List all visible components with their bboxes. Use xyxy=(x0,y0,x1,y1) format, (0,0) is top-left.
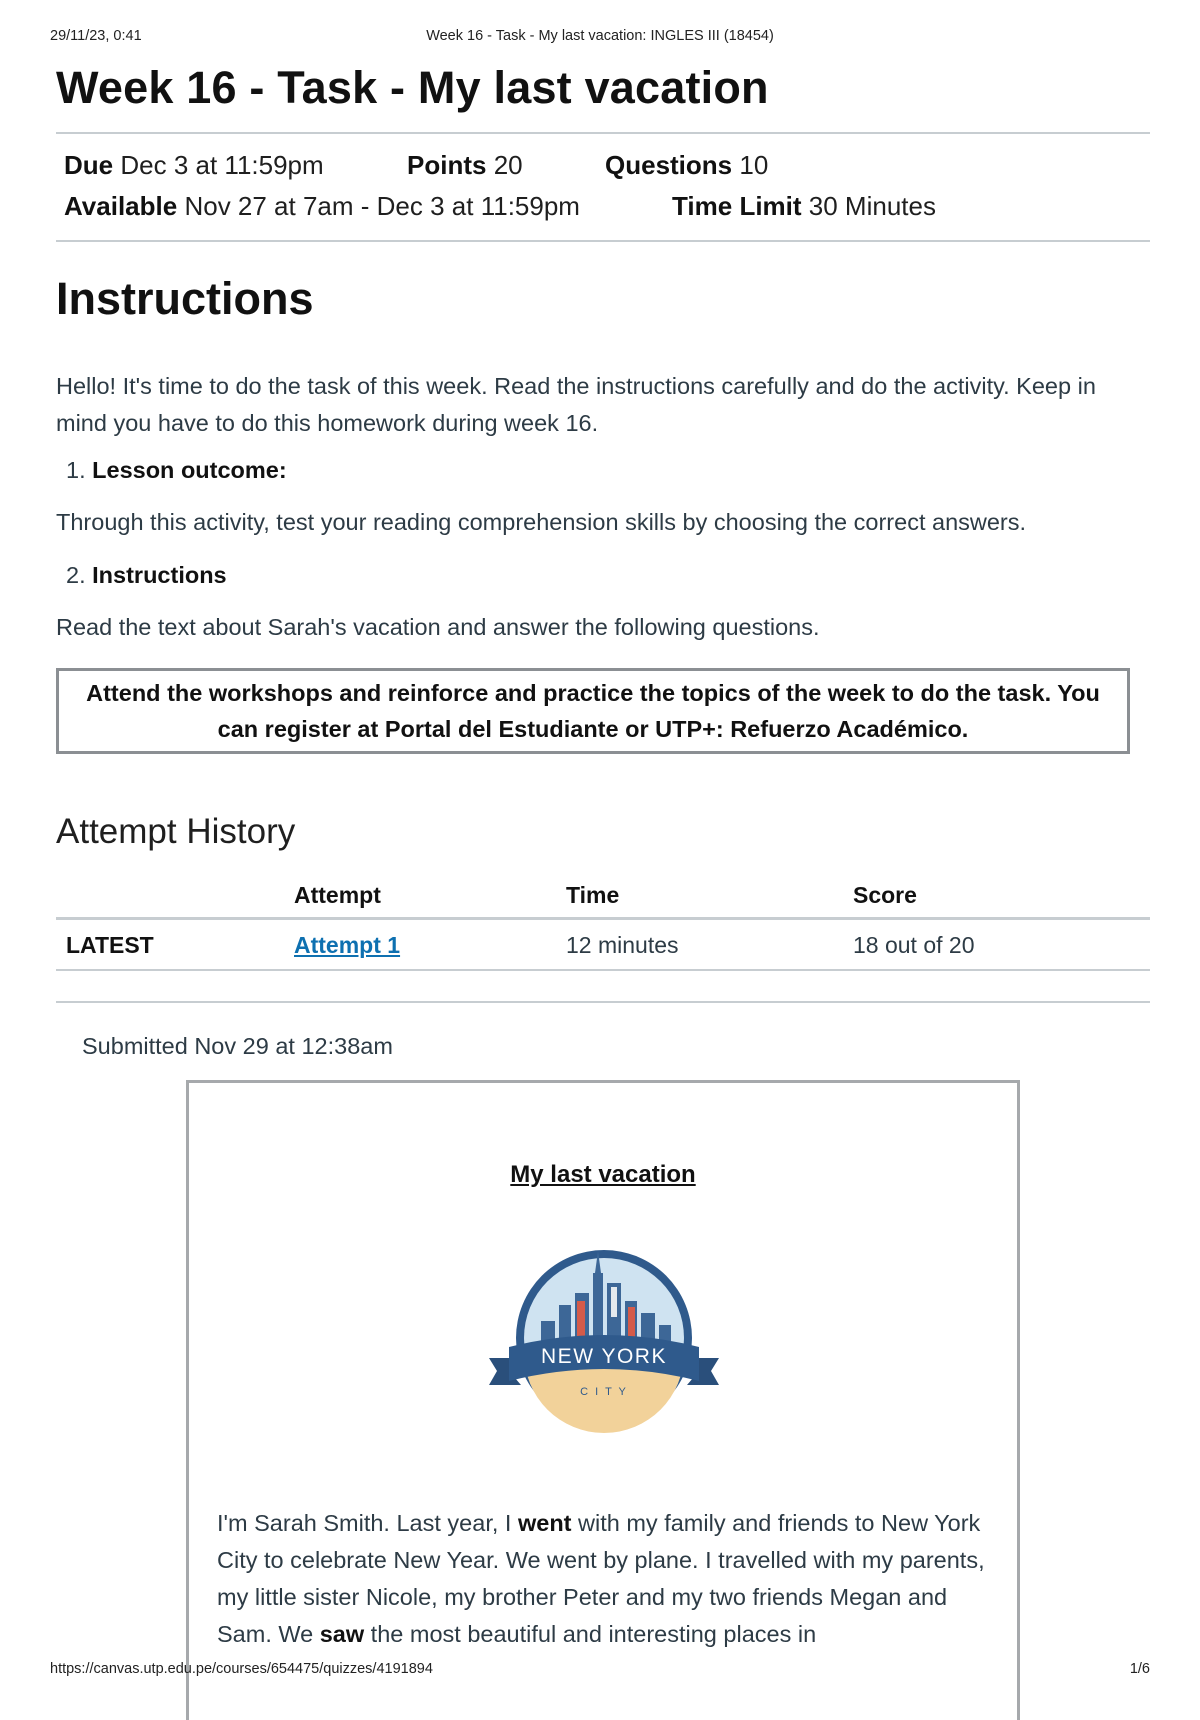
available-label: Available xyxy=(64,191,178,221)
lesson-outcome-text: Through this activity, test your reading comprehension skills by choosing the correct answers. xyxy=(56,509,1027,535)
badge-text-new-york: NEW YORK xyxy=(541,1345,667,1368)
print-document-title: Week 16 - Task - My last vacation: INGLES III (18454) xyxy=(426,28,774,44)
print-header xyxy=(50,28,1150,48)
column-header xyxy=(56,876,294,919)
points xyxy=(407,150,523,181)
instructions-item xyxy=(56,559,1150,591)
time-limit-label: Time Limit xyxy=(672,191,802,221)
due-label: Due xyxy=(64,150,114,180)
print-date: 29/11/23, 0:41 xyxy=(50,28,142,44)
story-text: I'm Sarah Smith. Last year, I xyxy=(217,1509,518,1536)
item-number: 2. xyxy=(66,562,86,588)
instructions-item-text: Read the text about Sarah's vacation and answer the following questions. xyxy=(56,614,820,640)
instructions-heading: Instructions xyxy=(56,273,314,324)
table-row xyxy=(56,919,1150,971)
new-york-city-badge-image xyxy=(479,1243,729,1433)
story-bold-word: went xyxy=(517,1509,572,1536)
attempt-history-table xyxy=(56,876,1150,971)
available-value: Nov 27 at 7am - Dec 3 at 11:59pm xyxy=(184,191,580,221)
badge-text-city: C I T Y xyxy=(580,1386,628,1398)
quiz-content xyxy=(56,58,1150,1060)
print-footer xyxy=(50,1661,1150,1681)
print-page-number: 1/6 xyxy=(1129,1661,1150,1677)
table-header-row xyxy=(56,876,1150,919)
reading-title: My last vacation xyxy=(510,1161,696,1188)
column-header-time: Time xyxy=(566,876,853,919)
reading-story xyxy=(217,1505,997,1653)
attempt-history-heading: Attempt History xyxy=(56,812,296,851)
points-value: 20 xyxy=(493,150,523,180)
score-cell: 18 out of 20 xyxy=(853,919,1150,971)
time-limit-value: 30 Minutes xyxy=(808,191,936,221)
attempt-cell xyxy=(294,919,566,971)
questions-value: 10 xyxy=(739,150,769,180)
latest-tag: LATEST xyxy=(56,919,294,971)
item-number: 1. xyxy=(66,457,86,483)
column-header-attempt: Attempt xyxy=(294,876,566,919)
story-text: with my family and friends to New York City to celebrate New Year. We went by plane. I travelled with my parents, my little sister Nicole, my brother Peter and my two friends Megan and Sam. We xyxy=(217,1509,985,1647)
instructions-item-label: Instructions xyxy=(92,562,227,588)
column-header-score: Score xyxy=(853,876,1150,919)
time-limit xyxy=(672,191,936,222)
divider xyxy=(56,1001,1150,1003)
lesson-outcome-item xyxy=(56,454,1150,486)
availability xyxy=(64,191,580,222)
questions-label: Questions xyxy=(605,150,733,180)
questions xyxy=(605,150,768,181)
reading-passage-box xyxy=(186,1080,1020,1720)
story-text: the most beautiful and interesting places in xyxy=(364,1620,817,1647)
instructions-intro: Hello! It's time to do the task of this week. Read the instructions carefully and do the activity. Keep in mind you have to do this homework during week 16. xyxy=(56,373,1096,436)
time-cell: 12 minutes xyxy=(566,919,853,971)
page-title: Week 16 - Task - My last vacation xyxy=(56,62,769,113)
points-label: Points xyxy=(407,150,487,180)
lesson-outcome-label: Lesson outcome: xyxy=(92,457,287,483)
attempt-1-link[interactable]: Attempt 1 xyxy=(294,932,401,958)
quiz-details xyxy=(56,132,1150,242)
due-value: Dec 3 at 11:59pm xyxy=(120,150,324,180)
print-url: https://canvas.utp.edu.pe/courses/654475/quizzes/4191894 xyxy=(50,1661,433,1677)
submitted-date: Submitted Nov 29 at 12:38am xyxy=(82,1033,393,1059)
story-bold-word: saw xyxy=(319,1620,365,1647)
due-date xyxy=(64,150,324,181)
workshop-notice: Attend the workshops and reinforce and practice the topics of the week to do the task. You can register at Portal del Estudiante or UTP+: Refuerzo Académico. xyxy=(56,668,1130,754)
